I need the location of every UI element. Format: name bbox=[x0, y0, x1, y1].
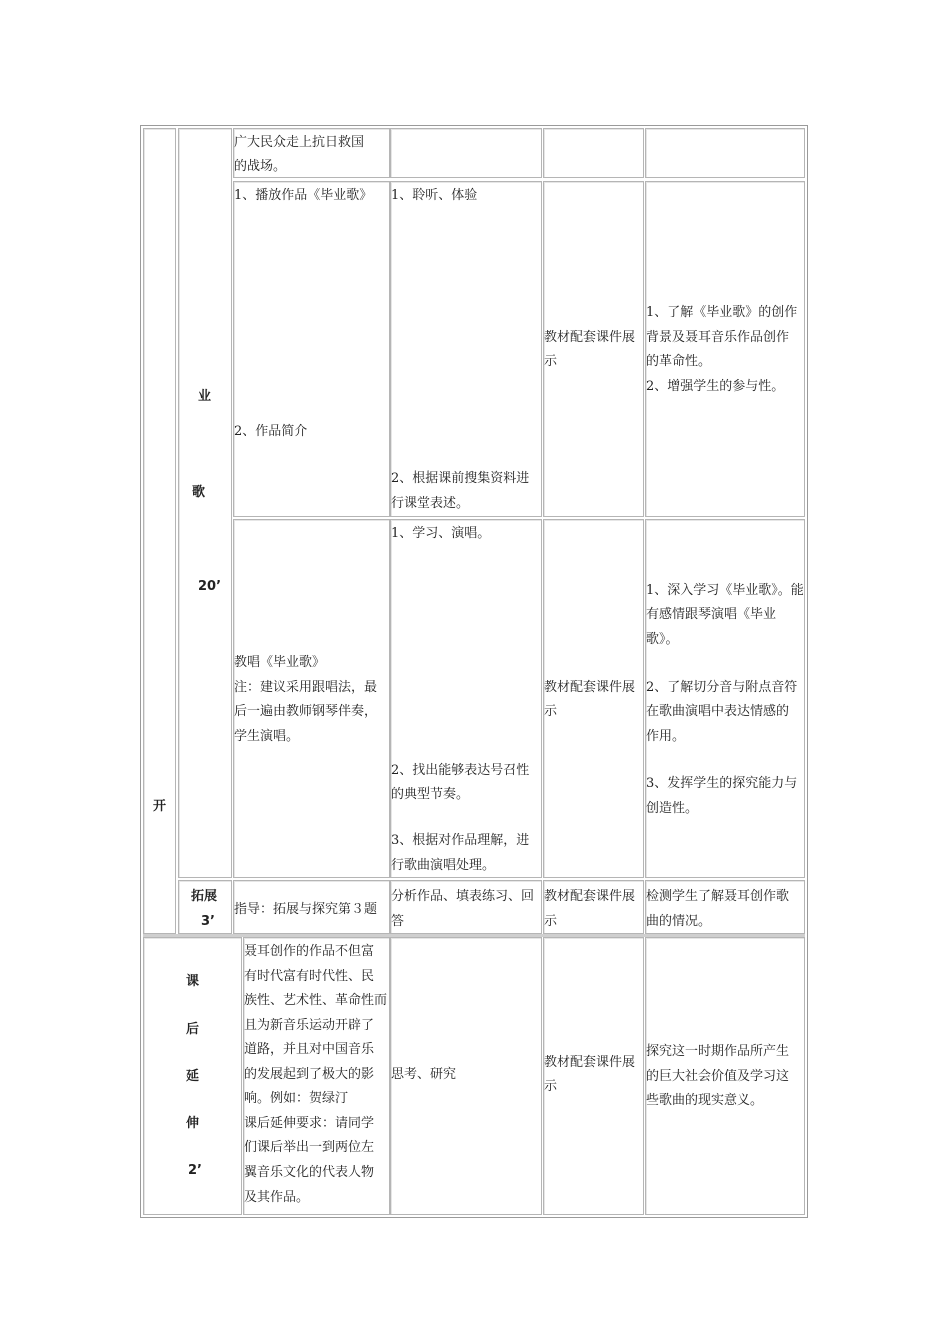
row3-goal-line: 创造性。 bbox=[646, 801, 699, 816]
row3-student-cell bbox=[390, 519, 542, 878]
row2-goal-line: 的革命性。 bbox=[646, 354, 712, 369]
row2-student-line: 1、聆听、体验 bbox=[391, 188, 478, 203]
row2-goal-line: 1、了解《毕业歌》的创作 bbox=[646, 305, 798, 320]
row5-teacher-line: 的发展起到了极大的影 bbox=[244, 1067, 375, 1082]
row3-teacher-line: 教唱《毕业歌》 bbox=[234, 655, 326, 670]
row5-teacher-line: 翼音乐文化的代表人物 bbox=[244, 1165, 375, 1180]
row3-goal-line: 有感情跟琴演唱《毕业 bbox=[646, 607, 777, 622]
stage-label-kai: 开 bbox=[153, 799, 167, 814]
section-label-ye: 业 bbox=[198, 389, 212, 404]
row5-teacher-line: 课后延伸要求：请同学 bbox=[244, 1116, 375, 1131]
post-label-ke: 课 bbox=[186, 974, 200, 989]
row5-teacher-line: 响。例如：贺绿汀 bbox=[244, 1091, 349, 1106]
row2-media-line: 教材配套课件展 bbox=[544, 330, 636, 345]
row1-media-cell bbox=[543, 128, 644, 178]
row1-teacher-line: 广大民众走上抗日救国 bbox=[234, 135, 365, 150]
row5-teacher-line: 道路，并且对中国音乐 bbox=[244, 1042, 375, 1057]
row5-goal-line: 的巨大社会价值及学习这 bbox=[646, 1069, 790, 1084]
row5-media-line: 教材配套课件展 bbox=[544, 1055, 636, 1070]
row2-goal-line: 背景及聂耳音乐作品创作 bbox=[646, 330, 790, 345]
row1-student-cell bbox=[390, 128, 542, 178]
post-label-hou: 后 bbox=[186, 1022, 200, 1037]
row5-goal-line: 些歌曲的现实意义。 bbox=[646, 1093, 764, 1108]
row2-teacher-line: 2、作品简介 bbox=[234, 424, 308, 439]
row3-teacher-line: 注：建议采用跟唱法，最 bbox=[234, 680, 378, 695]
section-label-tuozhan: 拓展 bbox=[191, 889, 218, 904]
post-label-yan: 延 bbox=[186, 1069, 200, 1084]
row3-student-line: 的典型节奏。 bbox=[391, 787, 470, 802]
row5-media-line: 示 bbox=[544, 1079, 558, 1094]
row5-teacher-line: 且为新音乐运动开辟了 bbox=[244, 1018, 375, 1033]
row4-student-line: 答 bbox=[391, 914, 405, 929]
row1-teacher-line: 的战场。 bbox=[234, 159, 287, 174]
row2-teacher-line: 1、播放作品《毕业歌》 bbox=[234, 188, 373, 203]
row4-goal-line: 曲的情况。 bbox=[646, 914, 712, 929]
row3-goal-line: 1、深入学习《毕业歌》。能 bbox=[646, 583, 804, 598]
row4-student-line: 分析作品、填表练习、回 bbox=[391, 889, 535, 904]
row5-teacher-line: 们课后举出一到两位左 bbox=[244, 1140, 375, 1155]
row5-goal-line: 探究这一时期作品所产生 bbox=[646, 1044, 790, 1059]
row4-media-line: 教材配套课件展 bbox=[544, 889, 636, 904]
row5-teacher-line: 有时代富有时代性、民 bbox=[244, 969, 375, 984]
row2-teacher-cell bbox=[233, 181, 390, 517]
row3-goal-line: 3、发挥学生的探究能力与 bbox=[646, 776, 798, 791]
row2-student-line: 2、根据课前搜集资料进 bbox=[391, 471, 530, 486]
row3-student-line: 行歌曲演唱处理。 bbox=[391, 858, 496, 873]
row4-goal-line: 检测学生了解聂耳创作歌 bbox=[646, 889, 790, 904]
row3-student-line: 1、学习、演唱。 bbox=[391, 526, 491, 541]
row5-teacher-line: 族性、艺术性、革命性而 bbox=[244, 993, 388, 1008]
post-label-shen: 伸 bbox=[186, 1116, 200, 1131]
row3-student-line: 2、找出能够表达号召性 bbox=[391, 763, 530, 778]
row3-teacher-line: 学生演唱。 bbox=[234, 729, 300, 744]
row5-media-cell bbox=[543, 937, 644, 1215]
row5-student-line: 思考、研究 bbox=[391, 1067, 457, 1082]
row4-media-line: 示 bbox=[544, 914, 558, 929]
section-label-time-3: 3’ bbox=[201, 914, 215, 929]
post-label-time-2: 2’ bbox=[188, 1163, 202, 1178]
row1-goal-cell bbox=[645, 128, 805, 178]
row5-teacher-line: 聂耳创作的作品不但富 bbox=[244, 944, 375, 959]
row3-media-line: 示 bbox=[544, 704, 558, 719]
section-label-ge: 歌 bbox=[192, 485, 206, 500]
row3-goal-line: 2、了解切分音与附点音符 bbox=[646, 680, 798, 695]
row3-teacher-line: 后一遍由教师钢琴伴奏， bbox=[234, 704, 378, 719]
row5-teacher-line: 及其作品。 bbox=[244, 1190, 310, 1205]
row2-student-line: 行课堂表述。 bbox=[391, 496, 470, 511]
row2-goal-line: 2、增强学生的参与性。 bbox=[646, 379, 785, 394]
row3-goal-line: 歌》。 bbox=[646, 632, 679, 647]
row2-media-line: 示 bbox=[544, 354, 558, 369]
row3-goal-line: 在歌曲演唱中表达情感的 bbox=[646, 704, 790, 719]
row3-student-line: 3、根据对作品理解，进 bbox=[391, 833, 530, 848]
row3-goal-line: 作用。 bbox=[646, 729, 686, 744]
row3-media-line: 教材配套课件展 bbox=[544, 680, 636, 695]
section-label-time-20: 20’ bbox=[198, 579, 222, 594]
row4-teacher-line: 指导：拓展与探究第３题 bbox=[234, 902, 378, 917]
